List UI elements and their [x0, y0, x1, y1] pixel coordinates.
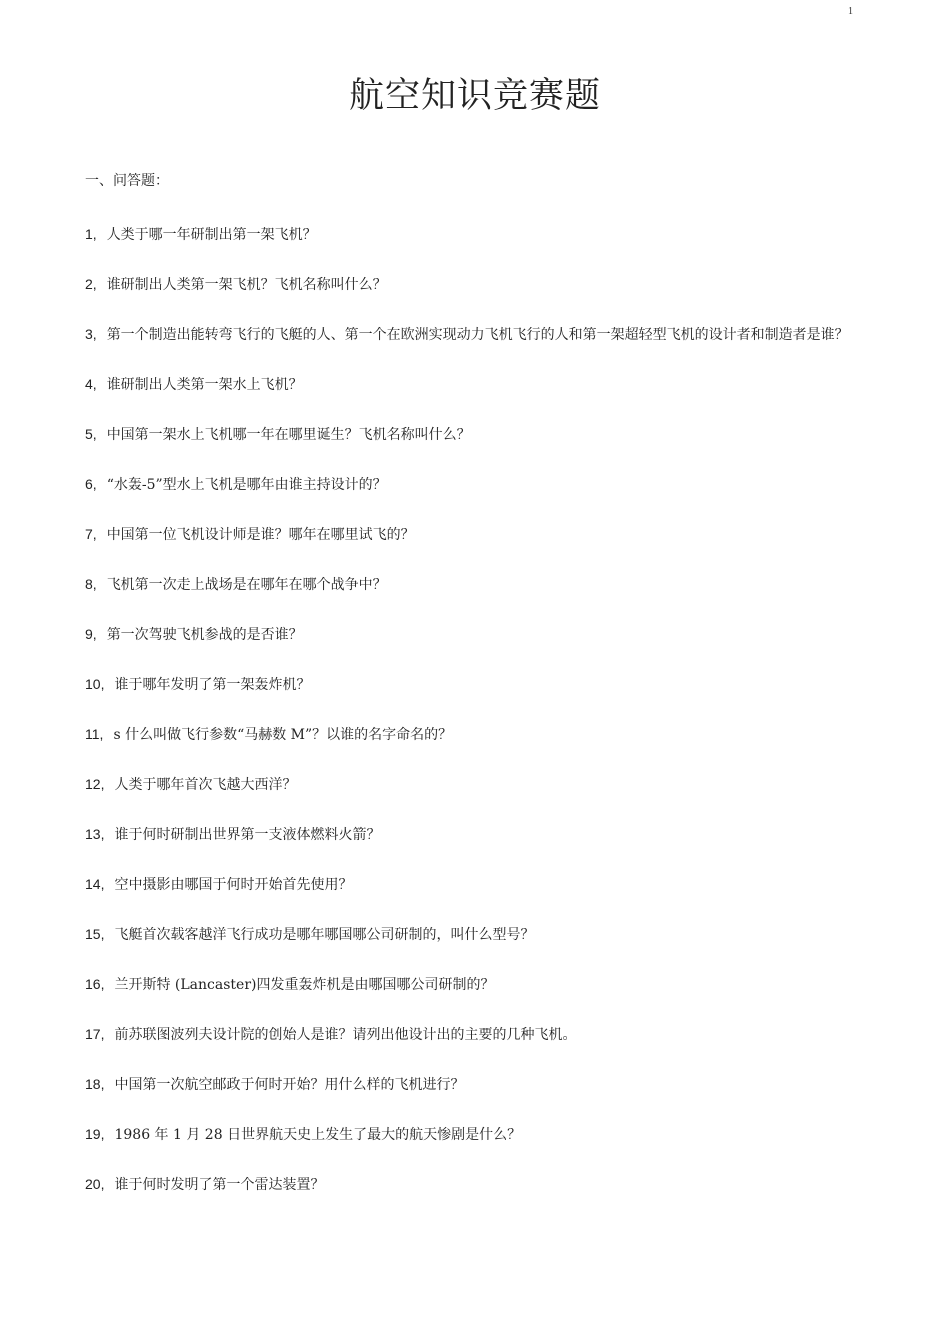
question-item: [85, 310, 870, 360]
question-text: 前苏联图波列夫设计院的创始人是谁？请列出他设计出的主要的几种飞机。: [114, 1027, 577, 1043]
question-number: 19,: [85, 1126, 105, 1142]
question-text: 谁研制出人类第一架水上飞机？: [106, 377, 303, 393]
question-number: 17,: [85, 1026, 105, 1042]
question-item: [85, 1110, 870, 1160]
question-number: 7,: [85, 526, 97, 542]
question-number: 2,: [85, 276, 97, 292]
question-number: 12,: [85, 776, 105, 792]
question-item: [85, 960, 870, 1010]
question-text: 第一个制造出能转弯飞行的飞艇的人、第一个在欧洲实现动力飞机飞行的人和第一架超轻型飞机的设计者和制造者是谁？: [106, 327, 849, 343]
question-text: 兰开斯特 (Lancaster)四发重轰炸机是由哪国哪公司研制的？: [114, 977, 495, 993]
question-number: 9,: [85, 626, 97, 642]
question-item: [85, 760, 870, 810]
question-number: 3,: [85, 326, 97, 342]
question-text: 谁于何时研制出世界第一支液体燃料火箭？: [114, 827, 381, 843]
question-item: [85, 1060, 870, 1110]
question-item: [85, 260, 870, 310]
question-item: [85, 1160, 870, 1210]
question-text: 谁于哪年发明了第一架轰炸机？: [114, 677, 311, 693]
question-text: 人类于哪一年研制出第一架飞机？: [106, 227, 317, 243]
question-item: [85, 510, 870, 560]
question-text: 飞艇首次载客越洋飞行成功是哪年哪国哪公司研制的，叫什么型号？: [114, 927, 535, 943]
question-number: 11,: [85, 726, 104, 742]
question-text: “水轰-5”型水上飞机是哪年由谁主持设计的？: [106, 477, 387, 493]
question-text: 谁研制出人类第一架飞机？飞机名称叫什么？: [106, 277, 387, 293]
question-item: [85, 210, 870, 260]
question-item: [85, 1010, 870, 1060]
question-text: 人类于哪年首次飞越大西洋？: [114, 777, 297, 793]
question-item: [85, 810, 870, 860]
question-text: 1986 年 1 月 28 日世界航天史上发生了最大的航天惨剧是什么？: [114, 1127, 522, 1143]
question-item: [85, 660, 870, 710]
question-number: 18,: [85, 1076, 105, 1092]
question-number: 5,: [85, 426, 97, 442]
question-number: 6,: [85, 476, 97, 492]
question-number: 8,: [85, 576, 97, 592]
question-item: [85, 860, 870, 910]
question-number: 14,: [85, 876, 105, 892]
question-item: [85, 710, 870, 760]
page-number: 1: [848, 6, 853, 17]
question-item: [85, 610, 870, 660]
question-text: 中国第一次航空邮政于何时开始？用什么样的飞机进行？: [114, 1077, 465, 1093]
question-list: [85, 210, 870, 1210]
question-text: 中国第一位飞机设计师是谁？哪年在哪里试飞的？: [106, 527, 415, 543]
question-item: [85, 910, 870, 960]
question-item: [85, 560, 870, 610]
question-text: 空中摄影由哪国于何时开始首先使用？: [114, 877, 353, 893]
question-text: s 什么叫做飞行参数“马赫数 M”？以谁的名字命名的？: [113, 727, 453, 743]
question-text: 第一次驾驶飞机参战的是否谁？: [106, 627, 303, 643]
question-item: [85, 460, 870, 510]
question-number: 1,: [85, 226, 97, 242]
question-number: 4,: [85, 376, 97, 392]
question-item: [85, 360, 870, 410]
question-text: 中国第一架水上飞机哪一年在哪里诞生？飞机名称叫什么？: [106, 427, 471, 443]
document-title: 航空知识竞赛题: [348, 76, 601, 116]
question-number: 20,: [85, 1176, 105, 1192]
section-heading: 一、问答题：: [85, 173, 169, 189]
question-number: 16,: [85, 976, 105, 992]
question-number: 10,: [85, 676, 105, 692]
question-text: 谁于何时发明了第一个雷达装置？: [114, 1177, 325, 1193]
question-item: [85, 410, 870, 460]
question-number: 13,: [85, 826, 105, 842]
question-number: 15,: [85, 926, 105, 942]
question-text: 飞机第一次走上战场是在哪年在哪个战争中？: [106, 577, 387, 593]
